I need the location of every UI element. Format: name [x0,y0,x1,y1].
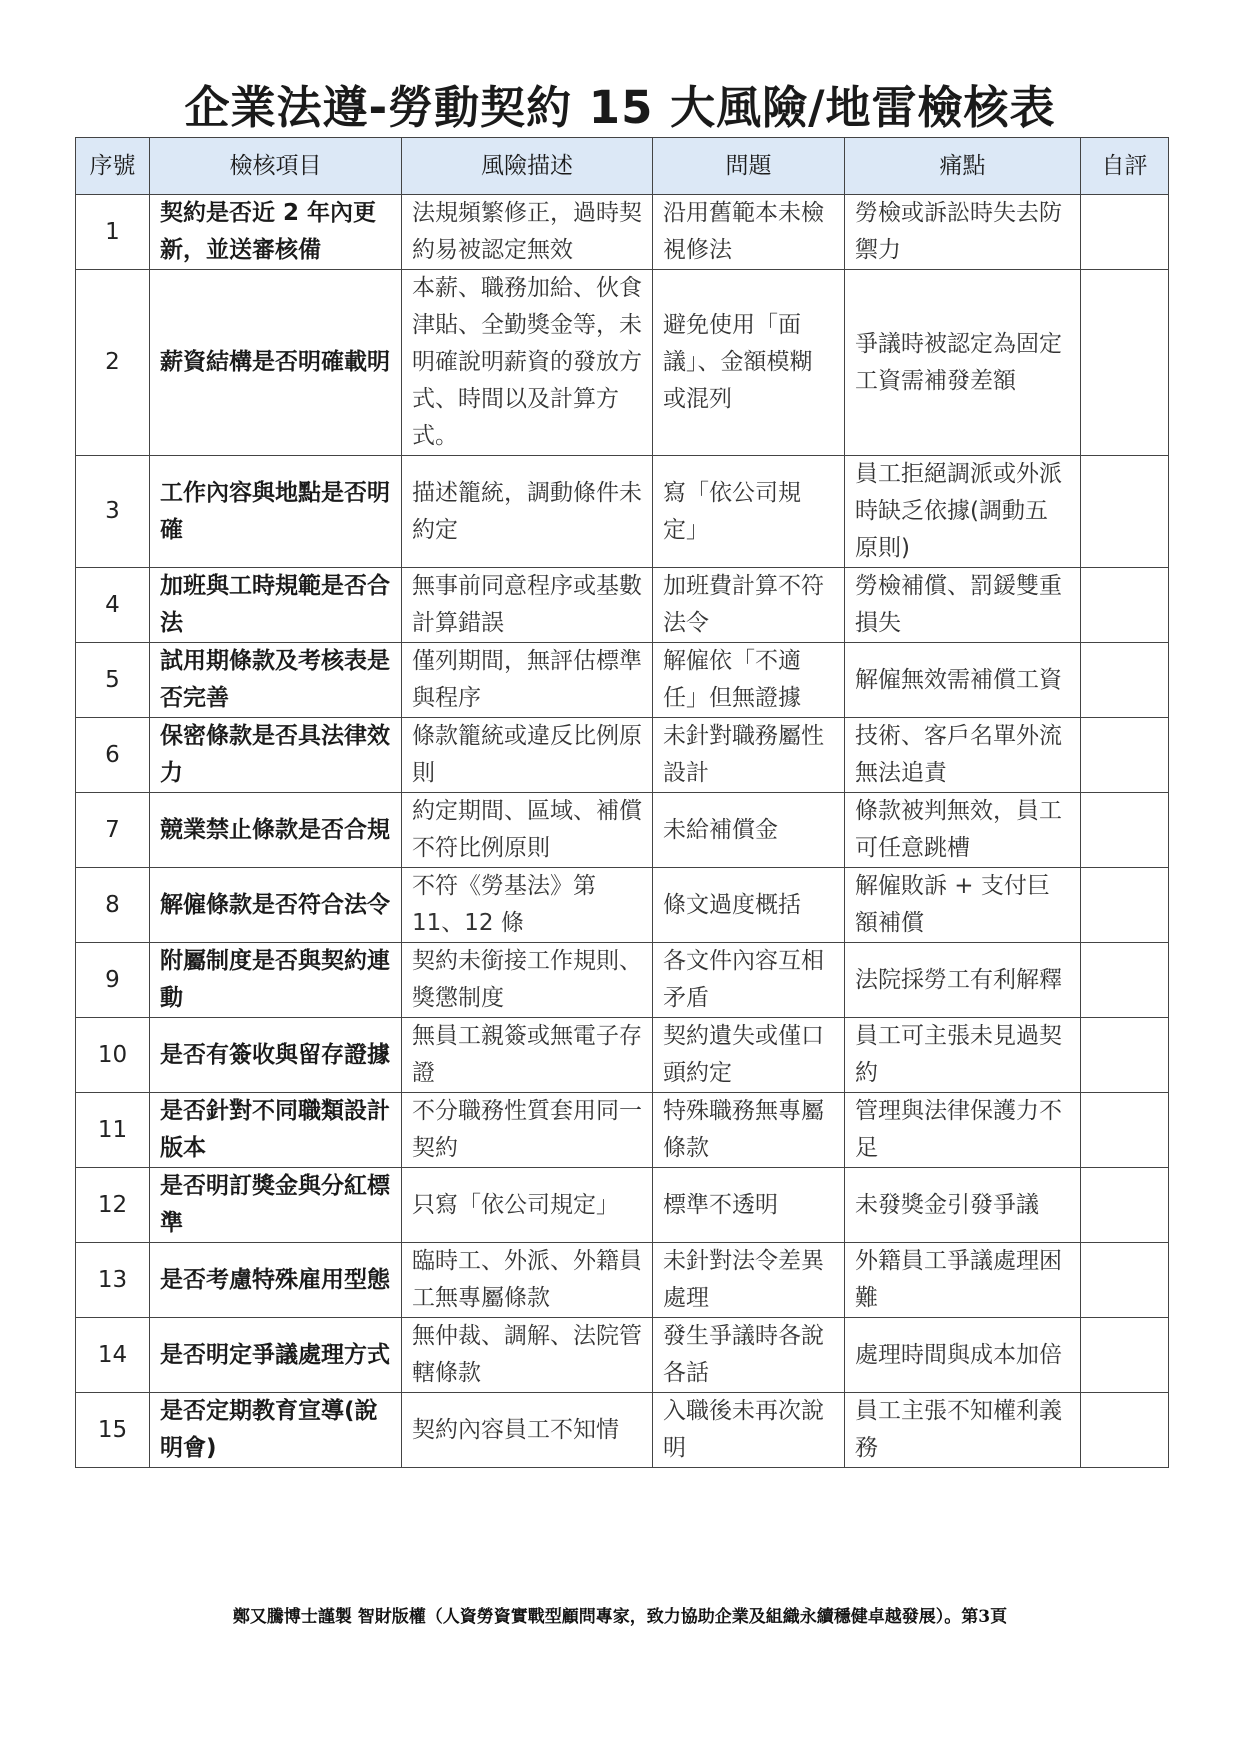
cell-pain: 未發獎金引發爭議 [845,1168,1081,1243]
cell-self[interactable] [1081,868,1169,943]
header-self: 自評 [1081,138,1169,195]
cell-risk: 法規頻繁修正，過時契約易被認定無效 [402,195,653,270]
cell-self[interactable] [1081,718,1169,793]
cell-no: 5 [76,643,150,718]
cell-issue: 解僱依「不適任」但無證據 [653,643,845,718]
cell-risk: 無員工親簽或無電子存證 [402,1018,653,1093]
cell-item: 解僱條款是否符合法令 [150,868,402,943]
cell-self[interactable] [1081,943,1169,1018]
cell-risk: 只寫「依公司規定」 [402,1168,653,1243]
cell-risk: 無仲裁、調解、法院管轄條款 [402,1318,653,1393]
cell-self[interactable] [1081,1168,1169,1243]
cell-self[interactable] [1081,456,1169,568]
cell-self[interactable] [1081,643,1169,718]
cell-risk: 無事前同意程序或基數計算錯誤 [402,568,653,643]
cell-item: 保密條款是否具法律效力 [150,718,402,793]
cell-pain: 技術、客戶名單外流無法追責 [845,718,1081,793]
cell-no: 10 [76,1018,150,1093]
table-row [76,793,1169,868]
cell-self[interactable] [1081,1018,1169,1093]
page-title: 企業法遵-勞動契約 15 大風險/地雷檢核表 [184,81,1056,134]
cell-self[interactable] [1081,1318,1169,1393]
header-risk: 風險描述 [402,138,653,195]
table-row [76,868,1169,943]
cell-self[interactable] [1081,1393,1169,1468]
header-row [76,138,1169,195]
cell-pain: 條款被判無效，員工可任意跳槽 [845,793,1081,868]
cell-item: 是否考慮特殊雇用型態 [150,1243,402,1318]
table-row [76,568,1169,643]
cell-issue: 條文過度概括 [653,868,845,943]
table-row [76,1093,1169,1168]
cell-no: 11 [76,1093,150,1168]
cell-risk: 僅列期間，無評估標準與程序 [402,643,653,718]
cell-item: 是否定期教育宣導(說明會) [150,1393,402,1468]
cell-self[interactable] [1081,1243,1169,1318]
cell-item: 是否有簽收與留存證據 [150,1018,402,1093]
cell-no: 8 [76,868,150,943]
table-row [76,195,1169,270]
cell-issue: 沿用舊範本未檢視修法 [653,195,845,270]
cell-issue: 標準不透明 [653,1168,845,1243]
table-body [76,195,1169,1468]
cell-issue: 避免使用「面議」、金額模糊或混列 [653,270,845,456]
cell-pain: 法院採勞工有利解釋 [845,943,1081,1018]
cell-pain: 外籍員工爭議處理困難 [845,1243,1081,1318]
cell-pain: 勞檢補償、罰鍰雙重損失 [845,568,1081,643]
table-row [76,943,1169,1018]
header-issue: 問題 [653,138,845,195]
cell-issue: 未針對法令差異處理 [653,1243,845,1318]
table-row [76,456,1169,568]
cell-pain: 解僱無效需補償工資 [845,643,1081,718]
cell-item: 是否明訂獎金與分紅標準 [150,1168,402,1243]
cell-no: 1 [76,195,150,270]
table-row [76,1018,1169,1093]
cell-pain: 解僱敗訴 + 支付巨額補償 [845,868,1081,943]
table-row [76,718,1169,793]
header-no: 序號 [76,138,150,195]
cell-risk: 不分職務性質套用同一契約 [402,1093,653,1168]
cell-risk: 契約未銜接工作規則、獎懲制度 [402,943,653,1018]
checklist-table [75,137,1169,1468]
cell-risk: 不符《勞基法》第 11、12 條 [402,868,653,943]
cell-issue: 特殊職務無專屬條款 [653,1093,845,1168]
cell-issue: 寫「依公司規定」 [653,456,845,568]
header-pain: 痛點 [845,138,1081,195]
cell-pain: 員工拒絕調派或外派時缺乏依據(調動五原則) [845,456,1081,568]
cell-no: 3 [76,456,150,568]
cell-issue: 未針對職務屬性設計 [653,718,845,793]
table-row [76,643,1169,718]
cell-issue: 未給補償金 [653,793,845,868]
table-row [76,1393,1169,1468]
cell-self[interactable] [1081,793,1169,868]
cell-pain: 處理時間與成本加倍 [845,1318,1081,1393]
cell-no: 15 [76,1393,150,1468]
header-item: 檢核項目 [150,138,402,195]
cell-issue: 加班費計算不符法令 [653,568,845,643]
cell-risk: 本薪、職務加給、伙食津貼、全勤獎金等，未明確說明薪資的發放方式、時間以及計算方式。 [402,270,653,456]
table-row [76,1243,1169,1318]
cell-issue: 發生爭議時各說各話 [653,1318,845,1393]
cell-risk: 條款籠統或違反比例原則 [402,718,653,793]
cell-item: 薪資結構是否明確載明 [150,270,402,456]
cell-risk: 臨時工、外派、外籍員工無專屬條款 [402,1243,653,1318]
table-row [76,270,1169,456]
cell-risk: 描述籠統，調動條件未約定 [402,456,653,568]
table-row [76,1168,1169,1243]
cell-no: 12 [76,1168,150,1243]
cell-item: 契約是否近 2 年內更新，並送審核備 [150,195,402,270]
cell-no: 13 [76,1243,150,1318]
cell-no: 4 [76,568,150,643]
table-row [76,1318,1169,1393]
cell-no: 6 [76,718,150,793]
cell-no: 2 [76,270,150,456]
cell-item: 工作內容與地點是否明確 [150,456,402,568]
cell-pain: 勞檢或訴訟時失去防禦力 [845,195,1081,270]
cell-item: 競業禁止條款是否合規 [150,793,402,868]
cell-risk: 契約內容員工不知情 [402,1393,653,1468]
footer-note: 鄭又騰博士謹製 智財版權（人資勞資實戰型顧問專家，致力協助企業及組織永續穩健卓越發展）。第3頁 [232,1607,1008,1627]
cell-item: 是否針對不同職類設計版本 [150,1093,402,1168]
cell-risk: 約定期間、區域、補償不符比例原則 [402,793,653,868]
cell-no: 7 [76,793,150,868]
cell-self[interactable] [1081,1093,1169,1168]
cell-no: 14 [76,1318,150,1393]
cell-pain: 爭議時被認定為固定工資需補發差額 [845,270,1081,456]
cell-item: 附屬制度是否與契約連動 [150,943,402,1018]
cell-issue: 契約遺失或僅口頭約定 [653,1018,845,1093]
cell-item: 是否明定爭議處理方式 [150,1318,402,1393]
cell-item: 試用期條款及考核表是否完善 [150,643,402,718]
cell-issue: 入職後未再次說明 [653,1393,845,1468]
cell-pain: 員工可主張未見過契約 [845,1018,1081,1093]
cell-no: 9 [76,943,150,1018]
cell-pain: 員工主張不知權利義務 [845,1393,1081,1468]
cell-self[interactable] [1081,568,1169,643]
cell-issue: 各文件內容互相矛盾 [653,943,845,1018]
cell-self[interactable] [1081,195,1169,270]
cell-item: 加班與工時規範是否合法 [150,568,402,643]
cell-self[interactable] [1081,270,1169,456]
cell-pain: 管理與法律保護力不足 [845,1093,1081,1168]
